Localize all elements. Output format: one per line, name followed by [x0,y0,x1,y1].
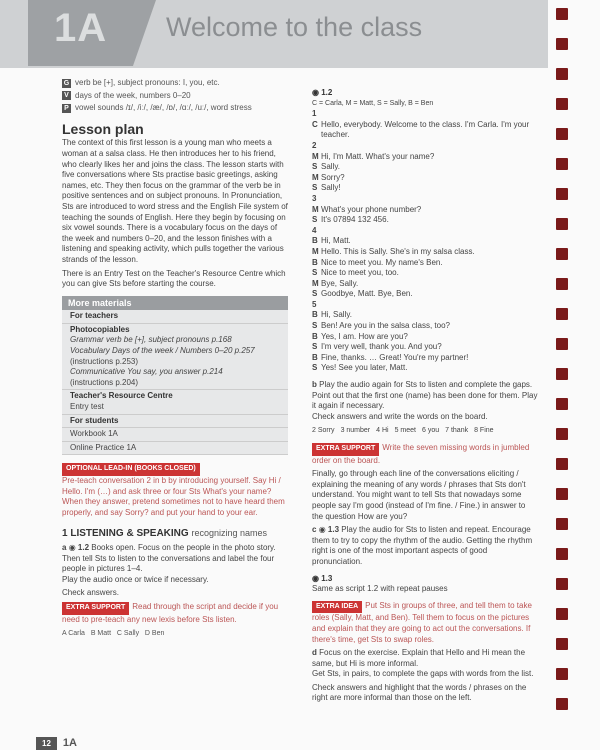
answer-name: D Ben [144,630,165,638]
script-speaker: M [312,151,319,161]
exercise-c [312,525,538,567]
script-text: Hi, Sally. [321,310,352,320]
photocopiables-block [62,324,288,391]
more-materials-box [62,296,288,456]
edge-tab [556,458,568,470]
script-text: Sorry? [321,172,345,182]
entry-test-note: There is an Entry Test on the Teacher's Resource Centre which you can give Sts before starting the course. [62,268,286,289]
script-heading [312,88,538,99]
script-13 [312,574,538,595]
trc-label: Teacher's Resource Centre [70,391,173,401]
more-materials-title: More materials [62,296,288,311]
edge-tab [556,368,568,380]
communicative-photocopiable: Communicative You say, you answer p.214 [70,367,223,377]
extra-support2-text: Write the seven missing words in jumbled order on the board. [312,443,530,465]
script-line [312,120,538,141]
pronunciation-text: vowel sounds /ɪ/, /iː/, /æ/, /ɒ/, /ɑː/, /uː/, word stress [75,103,252,113]
answer-word: 6 you [422,427,440,435]
page-header [0,0,548,68]
pronunciation-key: P [62,104,71,113]
grammar-photocopiable: Grammar verb be [+], subject pronouns p.168 [70,335,232,345]
extra-support-label: EXTRA SUPPORT [62,602,129,615]
script-text: It's 07894 132 456. [321,215,389,225]
vocabulary-item [62,91,288,102]
edge-tab [556,668,568,680]
script-lines [312,109,538,374]
edge-tab [556,638,568,650]
script-audio: 1.2 [321,88,333,97]
script-line [312,162,538,173]
edge-tab [556,68,568,80]
script-speaker: S [312,363,318,373]
script-line [312,342,538,353]
audio-icon: ◉ [68,542,76,552]
script-text: Bye, Sally. [321,278,359,288]
script-speaker: S [312,268,318,278]
script-speaker: M [312,204,319,214]
script-speaker: 4 [312,225,317,235]
script-speaker: 2 [312,140,317,150]
exercise-d-text3: Check answers and highlight that the words / phrases on the right are more informal than those on the left. [312,682,527,703]
script-speaker: 3 [312,193,317,203]
script-line [312,194,538,205]
exercise-d-label: d [312,648,317,658]
script-text [321,194,538,205]
script-speaker: B [312,310,318,320]
script-speaker: 1 [312,109,317,119]
script-text: Fine, thanks. … Great! You're my partner! [321,352,469,362]
script-line [312,279,538,290]
for-students-label: For students [62,415,288,429]
optional-lead-in-label: OPTIONAL LEAD-IN (BOOKS CLOSED) [62,463,200,476]
exercise-d [312,648,538,704]
exercise-d-text: Focus on the exercise. Explain that Hello and Hi mean the same, but Hi is more informal. [312,648,526,668]
answer-word: 8 Fine [474,427,494,435]
edge-tab [556,488,568,500]
exercise-d-text2: Get Sts, in pairs, to complete the gaps with words from the list. [312,669,534,679]
edge-tab [556,158,568,170]
script-speaker: B [312,257,318,267]
script-text: I'm very well, thank you. And you? [321,342,442,352]
edge-tab [556,578,568,590]
answer-name: C Sally [116,630,140,638]
script-text [321,141,538,152]
exercise-c-text: Play the audio for Sts to listen and repeat. Encourage them to try to copy the rhythm of the audio. Getting the rhythm right is one of the most important aspects of good pronunciation. [312,525,533,566]
script-line [312,173,538,184]
script-line [312,310,538,321]
optional-lead-in-text: Pre-teach conversation 2 in b by introducing yourself. Say Hi / Hello. I'm (…) and ask three or four Sts What's your name? When they answer, pretend sometimes not to have heard them properly, and say Sorry? and put your hand to your ear. [62,476,285,517]
exercise-a-label: a [62,542,67,552]
script-line [312,332,538,343]
script-speaker: M [312,172,319,182]
exercise-b-text2: Check answers and write the words on the board. [312,411,488,421]
edge-tab [556,128,568,140]
script-line [312,152,538,163]
answer-word: 4 Hi [376,427,389,435]
script-speaker: B [312,236,318,246]
edge-tab [556,608,568,620]
answer-names [62,629,288,640]
section-subtitle: recognizing names [191,528,268,539]
edge-tab [556,188,568,200]
communicative-instructions: (instructions p.204) [70,377,139,387]
script-speaker: 5 [312,299,317,309]
edge-tab [556,308,568,320]
script-text [321,109,538,120]
right-column [312,88,538,707]
lesson-plan-text: The context of this first lesson is a young man who meets a woman at a salsa class. He then introduces her to his friend, who clearly likes her and joins the class. The lesson starts with five conversations where Sts practise basic greetings, asking names, etc. They then focus on the grammar of the verb be in positive sentences and on subject pronouns. In Pronunciation, Sts are introduced to word stress and the English File system of teaching the sounds of English. Here they begin by focusing on six vowel sounds. There is a vocabulary focus on the days of the week and numbers 0–20, and the lesson finishes with a listening and speaking activity, which pulls together the various strands of the lesson. [62,138,288,264]
grammar-text: verb be [+], subject pronouns: I, you, etc. [75,78,220,87]
grammar-item [62,78,288,89]
script-line [312,205,538,216]
edge-tab [556,248,568,260]
photocopiables-label: Photocopiables [70,324,130,334]
script-speaker: C [312,119,318,129]
script-text [321,226,538,237]
edge-tab [556,98,568,110]
script-line [312,300,538,311]
script-line [312,183,538,194]
script-text: Yes! See you later, Matt. [321,363,408,373]
script-text: Ben! Are you in the salsa class, too? [321,321,450,331]
entry-test-item: Entry test [70,402,104,412]
edge-tab [556,278,568,290]
exercise-a-audio: 1.2 [77,542,90,552]
lesson-plan-title: Lesson plan [62,120,144,137]
script-text: Hello, everybody. Welcome to the class. I'm Carla. I'm your teacher. [321,119,530,140]
edge-tab [556,698,568,710]
script-line [312,215,538,226]
page-edge-tabs [556,0,572,750]
edge-tab [556,338,568,350]
script13-audio: 1.3 [321,573,333,583]
page-footer [36,736,77,750]
script-text: Sally. [321,162,340,172]
vocabulary-instructions: (instructions p.253) [70,356,139,366]
answer-words [312,426,538,437]
script-line [312,258,538,269]
script-speaker: S [312,342,318,352]
answer-name: A Carla [62,630,85,638]
script-speaker: M [312,278,319,288]
script-speaker: S [312,183,318,193]
script-text: Hello. This is Sally. She's in my salsa class. [321,246,475,256]
footer-unit: 1A [62,737,77,749]
exercise-a-text: Books open. Focus on the people in the photo story. Then tell Sts to listen to the conversations and label the four people in pictures 1–4. [62,542,276,574]
script-text: Yes, I am. How are you? [321,331,408,341]
extra-support-text: Read through the script and decide if you need to pre-teach any new lexis before Sts listen. [62,601,279,624]
exercise-b [312,380,538,437]
script-text: Hi, Matt. [321,236,351,246]
unit-badge-text: 1A [54,6,108,50]
edge-tab [556,518,568,530]
script-speaker: S [312,321,318,331]
exercise-a-text2: Play the audio once or twice if necessary. [62,574,209,584]
edge-tab [556,218,568,230]
script-line [312,109,538,120]
optional-lead-in [62,463,288,518]
edge-tab [556,428,568,440]
script-text: Sally! [321,183,341,193]
edge-tab [556,38,568,50]
script-speaker: S [312,289,318,299]
script-line [312,353,538,364]
script-speaker: B [312,331,318,341]
for-teachers-label: For teachers [62,310,288,324]
edge-tab [556,548,568,560]
script-text: Nice to meet you. My name's Ben. [321,257,443,267]
vocabulary-key: V [62,91,71,100]
script-line [312,226,538,237]
answer-word: 5 meet [394,427,416,435]
script-speaker: B [312,352,318,362]
grammar-key: G [63,79,70,87]
script-line [312,141,538,152]
trc-block [62,390,288,414]
script-text: Nice to meet you, too. [321,268,399,278]
exercise-b-label: b [312,380,317,390]
script-text: Hi, I'm Matt. What's your name? [321,151,435,161]
workbook-item: Workbook 1A [62,428,288,442]
script-text: What's your phone number? [321,204,422,214]
script-line [312,289,538,300]
extra-idea-label: EXTRA IDEA [312,601,362,614]
section-heading [62,528,288,540]
page-title: Welcome to the class [166,12,423,42]
script-text [321,300,538,311]
extra-support2-label: EXTRA SUPPORT [312,443,379,456]
extra-idea-text: Put Sts in groups of three, and tell them to take roles (Sally, Matt, and Ben). Tell them to focus on the pictures and explain that they are going to act out the conversations. If there's time, get Sts to swap roles. [312,600,532,644]
edge-tab [556,8,568,20]
edge-tab [556,398,568,410]
section-title: 1 LISTENING & SPEAKING [62,528,189,540]
script-line [312,363,538,374]
online-practice-item: Online Practice 1A [62,442,288,456]
audio-icon: ◉ [312,88,319,97]
script-cast: C = Carla, M = Matt, S = Sally, B = Ben [312,99,434,107]
exercise-c-audio: 1.3 [327,525,340,535]
answer-name: B Matt [90,630,112,638]
finally-text: Finally, go through each line of the conversations eliciting / explaining the meaning of any words / phrases that Sts don't understand. You might want to tell Sts that nowadays some people say I'm good (instead of I'm fine. / Fine.) in answer to the question How are you? [312,469,526,521]
exercise-a [62,543,288,640]
vocabulary-text: days of the week, numbers 0–20 [75,90,191,100]
audio-icon: ◉ [312,573,319,583]
answer-word: 3 number [340,427,371,435]
script-line [312,268,538,279]
pronunciation-item [62,103,288,114]
answer-word: 2 Sorry [312,427,335,435]
script-line [312,236,538,247]
exercise-c-label: c [312,525,317,535]
script13-text: Same as script 1.2 with repeat pauses [312,584,448,594]
page-number: 12 [36,737,57,750]
answer-word: 7 thank [445,427,469,435]
audio-icon: ◉ [318,525,326,535]
script-speaker: S [312,162,318,172]
exercise-a-text3: Check answers. [62,588,119,598]
left-column [62,78,288,640]
script-speaker: S [312,215,318,225]
script-line [312,247,538,258]
exercise-b-text: Play the audio again for Sts to listen and complete the gaps. Point out that the first one (name) has been done for them. Play it again if necessary. [312,380,538,411]
script-line [312,321,538,332]
script-speaker: M [312,246,319,256]
vocabulary-photocopiable: Vocabulary Days of the week / Numbers 0–20 p.257 [70,346,255,356]
script-text: Goodbye, Matt. Bye, Ben. [321,289,413,299]
